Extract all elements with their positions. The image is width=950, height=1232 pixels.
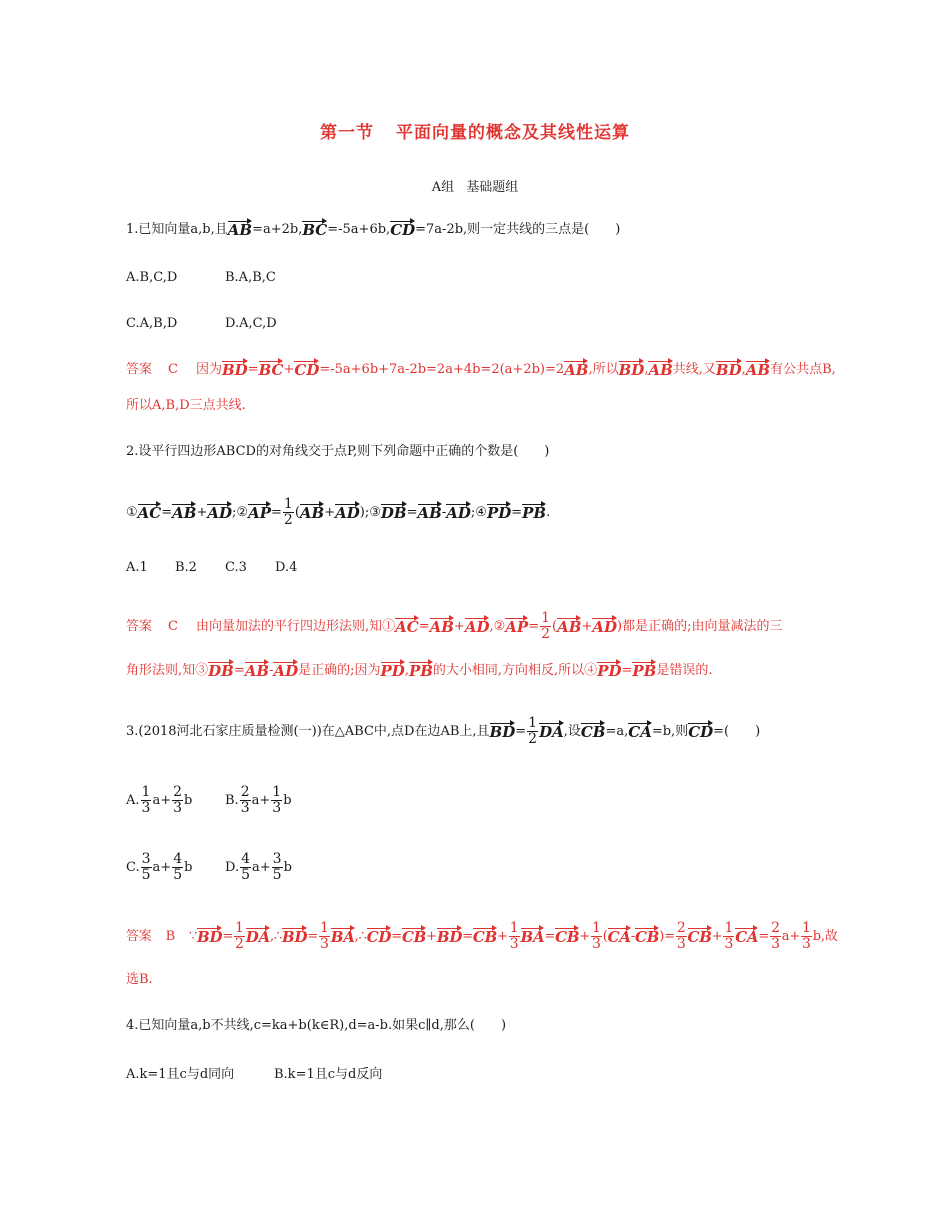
- text-span: 角形法则,知③: [126, 663, 209, 678]
- option-b: [225, 785, 292, 816]
- text-span: 2: [173, 784, 183, 800]
- text-span: 4: [241, 851, 251, 867]
- text-span: =a+2b,: [252, 222, 303, 237]
- text-span: ;④: [470, 505, 487, 520]
- vector-label: AB: [429, 618, 454, 636]
- text-span: 3: [676, 936, 686, 952]
- vector-label: CB: [555, 928, 580, 946]
- question-2-claims: [126, 497, 550, 528]
- text-span: (: [552, 619, 558, 634]
- option-d: D.4: [275, 560, 298, 575]
- text-span: 由向量加法的平行四边形法则,知①: [195, 619, 396, 634]
- option-a: A.1: [126, 560, 148, 575]
- text-span: 3: [173, 800, 183, 816]
- text-span: 已知向量a,b不共线,c=ka+b(k∈R),d=a-b.如果c∥d,那么( ): [138, 1018, 507, 1033]
- question-3-options-row1: [126, 785, 292, 816]
- text-span: 5: [241, 867, 251, 883]
- text-span: -: [630, 929, 636, 944]
- text-span: 4.: [126, 1018, 139, 1033]
- option-b: B.A,B,C: [225, 270, 276, 285]
- text-span: 1: [272, 784, 282, 800]
- text-span: 2.: [126, 444, 139, 459]
- vector-label: PB: [632, 662, 657, 680]
- text-span: D.: [225, 860, 240, 875]
- text-span: ①: [126, 505, 138, 520]
- text-span: =7a-2b,则一定共线的三点是( ): [415, 222, 621, 237]
- text-span: b: [184, 860, 193, 875]
- vector-label: BD: [282, 928, 308, 946]
- text-span: 1: [592, 920, 601, 936]
- vector-label: BC: [258, 361, 284, 379]
- text-span: 3: [141, 851, 151, 867]
- vector-label: BA: [520, 928, 545, 946]
- text-span: b: [283, 793, 292, 808]
- text-span: =: [528, 619, 540, 634]
- vector-label: AB: [299, 504, 325, 522]
- vector-label: DB: [380, 504, 407, 522]
- text-span: 2: [541, 626, 551, 642]
- question-3-answer-cont: [126, 970, 153, 990]
- text-span: 已知向量a,b,且: [138, 222, 228, 237]
- text-span: +: [453, 619, 465, 634]
- option-d: [225, 852, 292, 883]
- vector-label: AB: [745, 361, 771, 379]
- text-span: b,故: [812, 929, 838, 944]
- question-1-options-row1: [126, 268, 276, 288]
- text-span: a+: [251, 793, 271, 808]
- text-span: 3: [509, 936, 519, 952]
- text-span: 设平行四边形ABCD的对角线交于点P,则下列命题中正确的个数是( ): [138, 444, 550, 459]
- option-b: B.2: [175, 560, 197, 575]
- fraction: [283, 497, 294, 528]
- fraction: [240, 852, 251, 883]
- text-span: 答案: [126, 362, 153, 377]
- text-span: ,: [644, 362, 649, 377]
- text-span: =b,则: [651, 724, 689, 739]
- text-span: 2: [235, 936, 244, 952]
- vector-label: BA: [330, 928, 355, 946]
- text-span: =: [418, 619, 430, 634]
- question-2-options: [126, 558, 297, 578]
- text-span: a+: [152, 860, 172, 875]
- vector-label: AB: [417, 504, 442, 522]
- vector-label: PD: [597, 662, 622, 680]
- fraction: [172, 785, 183, 816]
- fraction: [240, 785, 251, 816]
- text-span: 1: [141, 784, 151, 800]
- fraction: [272, 852, 283, 883]
- text-span: ,: [741, 362, 746, 377]
- fraction: [141, 852, 152, 883]
- text-span: -: [441, 505, 447, 520]
- text-span: 共线,又: [672, 362, 716, 377]
- text-span: +: [283, 362, 295, 377]
- text-span: 5: [141, 867, 151, 883]
- text-span: 是错误的.: [656, 663, 713, 678]
- text-span: =: [462, 929, 473, 944]
- text-span: 2: [676, 920, 686, 936]
- text-span: 5: [272, 867, 282, 883]
- text-span: B.: [225, 793, 239, 808]
- text-span: 1: [802, 920, 811, 936]
- fraction: [527, 716, 538, 747]
- text-span: 1: [235, 920, 244, 936]
- text-span: 有公共点B,: [770, 362, 836, 377]
- vector-label: AP: [505, 618, 529, 636]
- fraction: [234, 921, 245, 952]
- text-span: 1: [320, 920, 329, 936]
- vector-label: AD: [592, 618, 617, 636]
- text-span: =: [406, 505, 418, 520]
- text-span: 2: [528, 731, 538, 747]
- text-span: 是正确的;因为: [298, 663, 381, 678]
- text-span: =: [511, 505, 523, 520]
- vector-label: DA: [245, 928, 271, 946]
- option-a: [126, 785, 225, 816]
- text-span: =: [621, 663, 633, 678]
- vector-label: BD: [618, 361, 645, 379]
- fraction: [319, 921, 330, 952]
- text-span: 1.: [126, 222, 139, 237]
- vector-label: PD: [380, 662, 405, 680]
- text-span: 平面向量的概念及其线性运算: [396, 123, 630, 143]
- text-span: 3: [802, 936, 811, 952]
- text-span: A组: [431, 180, 455, 195]
- text-span: =-5a+6b+7a-2b=2a+4b=2(a+2b)=2: [319, 362, 565, 377]
- question-2-answer-cont: [126, 660, 713, 681]
- text-span: 3: [320, 936, 329, 952]
- text-span: +: [426, 929, 437, 944]
- question-3-options-row2: [126, 852, 292, 883]
- text-span: 第一节: [320, 123, 374, 143]
- vector-label: BD: [221, 361, 248, 379]
- vector-label: CB: [401, 928, 427, 946]
- vector-label: AD: [446, 504, 471, 522]
- text-span: 基础题组: [466, 180, 519, 195]
- vector-label: AC: [395, 618, 419, 636]
- fraction: [723, 921, 734, 952]
- vector-label: BD: [715, 361, 742, 379]
- option-d: D.A,C,D: [225, 316, 277, 331]
- text-span: 因为: [195, 362, 222, 377]
- vector-label: AB: [564, 361, 589, 379]
- text-span: );③: [359, 505, 381, 520]
- question-3-stem: [126, 716, 760, 747]
- text-span: a+: [781, 929, 801, 944]
- text-span: =: [544, 929, 556, 944]
- text-span: .: [546, 505, 551, 520]
- text-span: 答案: [126, 929, 152, 944]
- question-1-stem: [126, 219, 620, 240]
- question-1-answer: [126, 359, 836, 380]
- text-span: =: [161, 505, 173, 520]
- text-span: +: [497, 929, 508, 944]
- text-span: 1: [283, 496, 293, 512]
- option-c: C.3: [225, 560, 247, 575]
- vector-label: CB: [687, 928, 712, 946]
- text-span: =: [233, 663, 245, 678]
- question-2-answer: [126, 611, 782, 642]
- text-span: C: [168, 619, 178, 634]
- vector-label: CD: [390, 221, 416, 239]
- vector-label: AC: [137, 504, 162, 522]
- text-span: 3: [771, 936, 780, 952]
- question-1-answer-cont: [126, 396, 246, 416]
- text-span: A.: [126, 793, 140, 808]
- section-title: [0, 118, 950, 143]
- text-span: C.: [126, 860, 140, 875]
- vector-label: AB: [227, 221, 253, 239]
- group-heading: [0, 176, 950, 195]
- text-span: 3: [272, 800, 282, 816]
- option-a: A.k=1且c与d同向: [126, 1067, 235, 1082]
- vector-label: CB: [580, 723, 606, 741]
- text-span: 3: [592, 936, 601, 952]
- text-span: 3: [141, 800, 151, 816]
- text-span: ;②: [232, 505, 249, 520]
- text-span: ,∴: [354, 929, 367, 944]
- question-2-stem: [126, 442, 549, 462]
- text-span: =( ): [713, 724, 761, 739]
- vector-label: CA: [735, 928, 759, 946]
- vector-label: AB: [244, 662, 270, 680]
- text-span: +: [324, 505, 336, 520]
- vector-label: BD: [436, 928, 463, 946]
- text-span: b: [283, 860, 292, 875]
- text-span: 1: [509, 920, 519, 936]
- text-span: a+: [252, 860, 271, 875]
- vector-label: CA: [628, 723, 652, 741]
- vector-label: AB: [172, 504, 197, 522]
- text-span: =: [247, 362, 259, 377]
- text-span: +: [711, 929, 723, 944]
- text-span: 3: [724, 936, 734, 952]
- text-span: 的大小相同,方向相反,所以④: [432, 663, 598, 678]
- question-4-options: [126, 1065, 382, 1085]
- text-span: 3: [272, 851, 282, 867]
- text-span: (2018河北石家庄质量检测(一))在△ABC中,点D在边AB上,且: [138, 724, 490, 739]
- vector-label: BD: [197, 928, 223, 946]
- vector-label: CB: [472, 928, 498, 946]
- text-span: -: [269, 663, 274, 678]
- text-span: 1: [541, 610, 551, 626]
- vector-label: BD: [489, 723, 516, 741]
- text-span: 2: [283, 512, 293, 528]
- text-span: =: [391, 929, 402, 944]
- fraction: [801, 921, 812, 952]
- text-span: ,设: [563, 724, 581, 739]
- text-span: =-5a+6b,: [327, 222, 391, 237]
- vector-label: DB: [208, 662, 234, 680]
- text-span: 2: [771, 920, 780, 936]
- text-span: =: [271, 505, 282, 520]
- text-span: (: [602, 929, 608, 944]
- fraction: [509, 921, 520, 952]
- text-span: 答案: [126, 619, 153, 634]
- text-span: +: [579, 929, 591, 944]
- text-span: =: [515, 724, 527, 739]
- vector-label: CB: [635, 928, 660, 946]
- fraction: [770, 921, 781, 952]
- vector-label: AP: [248, 504, 271, 522]
- text-span: 3.: [126, 724, 139, 739]
- vector-label: AD: [207, 504, 233, 522]
- text-span: b: [184, 793, 193, 808]
- text-span: 选B.: [126, 972, 153, 987]
- text-span: 1: [528, 715, 538, 731]
- text-span: 1: [724, 920, 734, 936]
- text-span: B: [165, 929, 175, 944]
- text-span: =: [222, 929, 234, 944]
- text-span: )=: [659, 929, 675, 944]
- text-span: =: [758, 929, 770, 944]
- text-span: 所以A,B,D三点共线.: [126, 398, 246, 413]
- text-span: 2: [240, 784, 250, 800]
- vector-label: CD: [688, 723, 714, 741]
- vector-label: BC: [302, 221, 328, 239]
- vector-label: AD: [464, 618, 490, 636]
- text-span: ,: [404, 663, 409, 678]
- vector-label: AD: [335, 504, 360, 522]
- question-3-answer: [126, 921, 838, 952]
- option-c: [126, 852, 225, 883]
- text-span: 5: [173, 867, 183, 883]
- text-span: 3: [240, 800, 250, 816]
- fraction: [271, 785, 282, 816]
- text-span: C: [168, 362, 178, 377]
- vector-label: AB: [648, 361, 673, 379]
- text-span: (: [294, 505, 300, 520]
- vector-label: AB: [557, 618, 582, 636]
- vector-label: CD: [294, 361, 320, 379]
- option-b: B.k=1且c与d反向: [274, 1067, 383, 1082]
- vector-label: CD: [366, 928, 392, 946]
- fraction: [172, 852, 183, 883]
- text-span: ∵: [188, 929, 198, 944]
- text-span: +: [196, 505, 208, 520]
- vector-label: DA: [539, 723, 564, 741]
- fraction: [141, 785, 152, 816]
- text-span: ,∴: [270, 929, 283, 944]
- text-span: 4: [173, 851, 183, 867]
- vector-label: PD: [486, 504, 512, 522]
- fraction: [540, 611, 551, 642]
- question-1-options-row2: [126, 314, 277, 334]
- fraction: [676, 921, 687, 952]
- vector-label: CA: [607, 928, 631, 946]
- option-a: A.B,C,D: [126, 270, 178, 285]
- text-span: a+: [152, 793, 172, 808]
- text-span: ,②: [489, 619, 506, 634]
- fraction: [591, 921, 602, 952]
- text-span: ,所以: [588, 362, 619, 377]
- option-c: C.A,B,D: [126, 316, 178, 331]
- text-span: =: [307, 929, 319, 944]
- text-span: =a,: [605, 724, 629, 739]
- text-span: )都是正确的;由向量减法的三: [617, 619, 783, 634]
- vector-label: AD: [273, 662, 299, 680]
- text-span: +: [581, 619, 593, 634]
- question-4-stem: [126, 1016, 506, 1036]
- vector-label: PB: [408, 662, 433, 680]
- vector-label: PB: [522, 504, 547, 522]
